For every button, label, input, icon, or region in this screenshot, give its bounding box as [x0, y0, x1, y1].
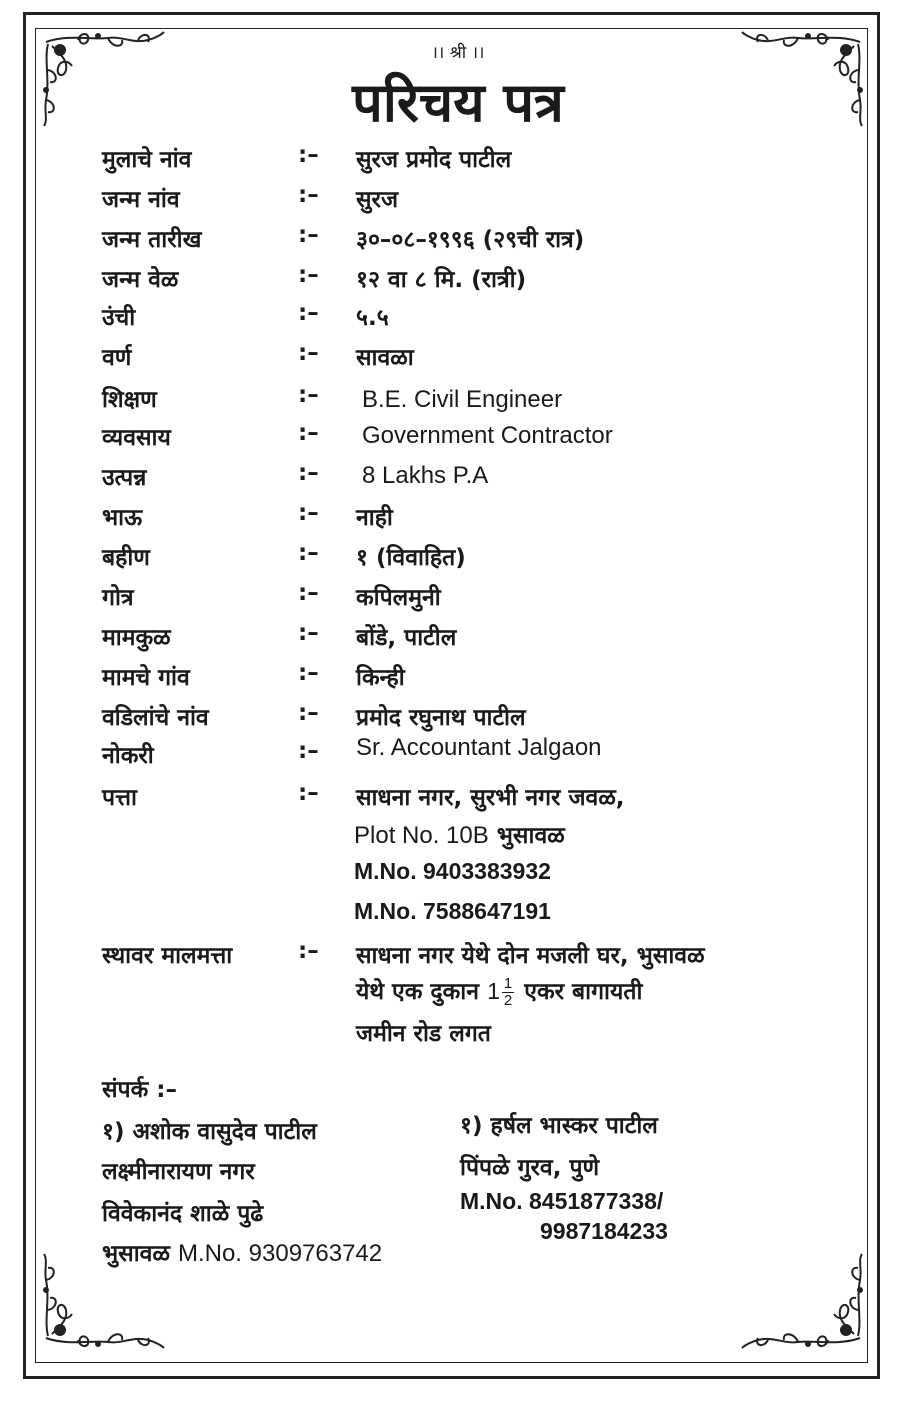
field-row	[0, 420, 916, 456]
field-row	[0, 660, 916, 696]
field-row	[0, 540, 916, 576]
field-label: वर्ण	[102, 345, 132, 371]
field-row	[0, 460, 916, 496]
contact-left-phone: M.No. 9309763742	[177, 1240, 383, 1267]
field-label: नोकरी	[102, 743, 154, 769]
field-label: जन्म नांव	[102, 187, 180, 213]
invocation: ।। श्री ।।	[431, 43, 485, 63]
field-separator: :–	[298, 420, 319, 446]
field-value: प्रमोद रघुनाथ पाटील	[356, 705, 526, 731]
field-separator: :–	[298, 700, 319, 726]
field-value: Sr. Accountant Jalgaon	[356, 734, 602, 761]
field-row	[0, 580, 916, 616]
field-label: मामकुळ	[102, 625, 171, 651]
field-separator: :–	[298, 182, 319, 208]
field-row	[0, 262, 916, 298]
contact-left-city-phone	[102, 1236, 382, 1268]
contact-left-city: भुसावळ	[102, 1241, 170, 1267]
fraction-denominator: 2	[503, 992, 513, 1009]
field-label: वडिलांचे नांव	[102, 705, 209, 731]
contact-left-name: १) अशोक वासुदेव पाटील	[102, 1119, 317, 1145]
field-row	[0, 382, 916, 418]
field-value: सुरज	[356, 187, 399, 213]
corner-ornament-icon	[738, 1250, 868, 1350]
address-line: साधना नगर, सुरभी नगर जवळ,	[356, 785, 625, 811]
field-separator: :–	[298, 580, 319, 606]
field-separator: :–	[298, 142, 319, 168]
address-row	[0, 780, 916, 816]
field-row	[0, 500, 916, 536]
field-value: B.E. Civil Engineer	[362, 386, 563, 413]
contact-left-address: विवेकानंद शाळे पुढे	[102, 1201, 264, 1227]
field-label: जन्म तारीख	[102, 227, 202, 253]
address-label: पत्ता	[102, 785, 137, 811]
property-row	[0, 938, 916, 974]
contact-right-address: पिंपळे गुरव, पुणे	[460, 1155, 600, 1181]
field-separator: :–	[298, 300, 319, 326]
page-title: परिचय पत्र	[352, 70, 564, 134]
field-separator: :–	[298, 738, 319, 764]
field-separator: :–	[298, 262, 319, 288]
field-row	[0, 182, 916, 218]
field-label: गोत्र	[102, 585, 134, 611]
field-separator: :–	[298, 620, 319, 646]
contact-right-phone: 9987184233	[540, 1218, 668, 1244]
field-label: जन्म वेळ	[102, 267, 179, 293]
field-row	[0, 734, 916, 774]
field-separator: :–	[298, 780, 319, 806]
fraction-numerator: 1	[503, 975, 513, 992]
field-separator: :–	[298, 938, 319, 964]
field-label: भाऊ	[102, 505, 143, 531]
address-phone: M.No. 9403383932	[354, 858, 551, 884]
field-separator: :–	[298, 500, 319, 526]
field-label: उत्पन्न	[102, 465, 147, 491]
field-value: किन्ही	[356, 665, 405, 691]
field-value: बोंडे, पाटील	[356, 625, 457, 651]
field-separator: :–	[298, 460, 319, 486]
contact-left-address: लक्ष्मीनारायण नगर	[102, 1159, 255, 1185]
field-value: कपिलमुनी	[356, 585, 441, 611]
field-value: 8 Lakhs P.A	[362, 462, 489, 489]
field-row	[0, 700, 916, 736]
property-fraction	[502, 976, 514, 1009]
field-label: उंची	[102, 305, 136, 331]
field-label: बहीण	[102, 545, 150, 571]
property-fraction-whole: 1	[487, 978, 500, 1004]
address-plot-line	[354, 818, 565, 850]
field-separator: :–	[298, 222, 319, 248]
address-phone: M.No. 7588647191	[354, 898, 551, 924]
property-label: स्थावर मालमत्ता	[102, 943, 233, 969]
field-row	[0, 620, 916, 656]
field-row	[0, 340, 916, 376]
field-separator: :–	[298, 382, 319, 408]
address-plot: Plot No. 10B	[354, 822, 489, 849]
property-line: जमीन रोड लगत	[356, 1021, 491, 1047]
contact-right-name: १) हर्षल भास्कर पाटील	[460, 1113, 658, 1139]
field-value: सावळा	[356, 345, 414, 371]
property-line	[356, 974, 642, 1009]
field-value: ५.५	[356, 305, 389, 331]
property-shop-text: येथे एक दुकान	[356, 979, 480, 1005]
property-acre-text: एकर बागायती	[524, 979, 643, 1005]
contact-heading: संपर्क :–	[102, 1077, 177, 1103]
field-value: नाही	[356, 505, 393, 531]
field-value: १२ वा ८ मि. (रात्री)	[356, 267, 527, 293]
field-separator: :–	[298, 540, 319, 566]
field-label: मुलाचे नांव	[102, 147, 192, 173]
field-label: व्यवसाय	[102, 425, 171, 451]
field-label: मामचे गांव	[102, 665, 190, 691]
field-label: शिक्षण	[102, 387, 157, 413]
field-value: Government Contractor	[362, 422, 613, 449]
field-row	[0, 142, 916, 178]
field-separator: :–	[298, 660, 319, 686]
property-line: साधना नगर येथे दोन मजली घर, भुसावळ	[356, 943, 705, 969]
contact-right-phone: M.No. 8451877338/	[460, 1188, 664, 1214]
field-value: १ (विवाहित)	[356, 545, 466, 571]
field-separator: :–	[298, 340, 319, 366]
field-row	[0, 300, 916, 336]
field-value: सुरज प्रमोद पाटील	[356, 147, 512, 173]
field-row	[0, 222, 916, 258]
field-value: ३०–०८–१९९६ (२९ची रात्र)	[356, 227, 585, 253]
address-city: भुसावळ	[496, 823, 565, 849]
